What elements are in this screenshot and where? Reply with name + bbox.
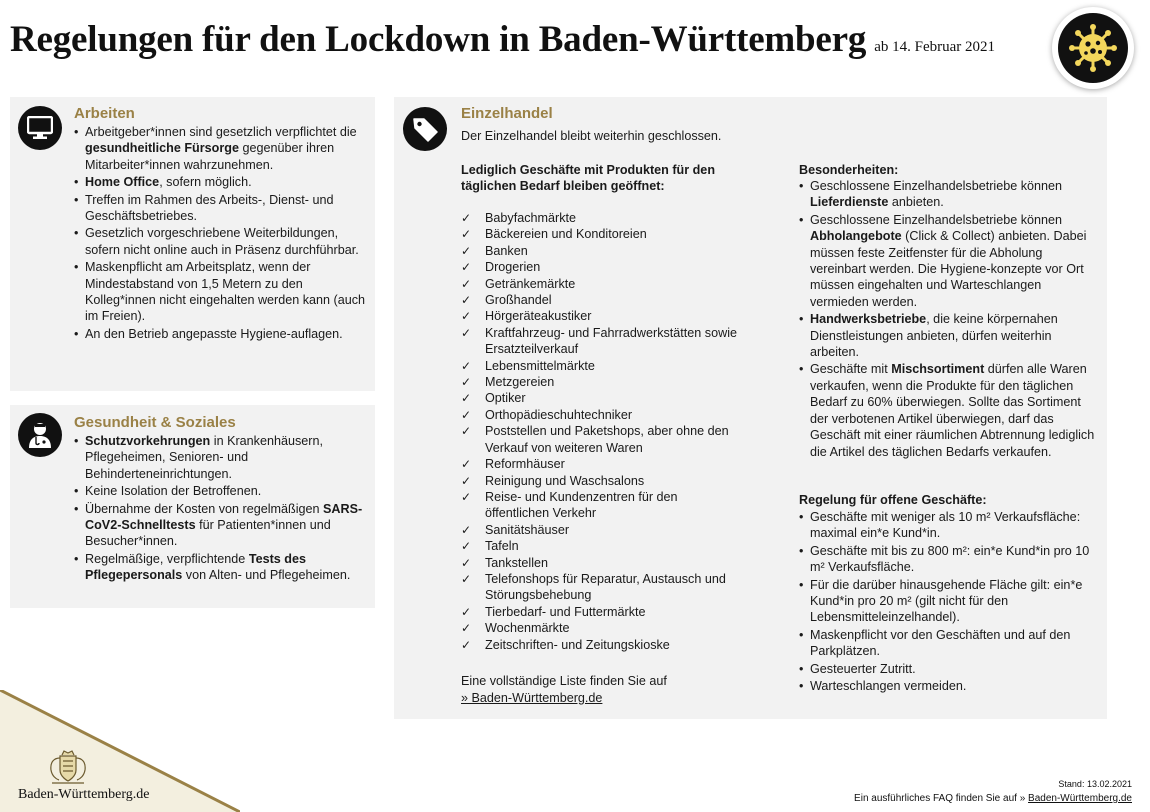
shop-type-label: Banken (485, 243, 528, 258)
shop-type-label: Tankstellen (485, 555, 549, 570)
shop-type-label: Drogerien (485, 260, 541, 275)
list-item (461, 390, 741, 406)
checkmark-icon: ✓ (461, 571, 472, 586)
list-item (461, 423, 741, 456)
coronavirus-icon (1058, 13, 1128, 83)
checkmark-icon: ✓ (461, 473, 472, 488)
list-item: • Gesetzlich vorgeschriebene Weiterbildungen, sofern nicht online auch in Präsenz durchführbar. (74, 225, 370, 258)
einzelhandel-intro: Der Einzelhandel bleibt weiterhin geschlossen. (461, 129, 722, 143)
page-subtitle: ab 14. Februar 2021 (874, 39, 995, 55)
shop-type-label: Reformhäuser (485, 457, 565, 472)
list-item (461, 620, 741, 636)
logo-badge (1052, 7, 1134, 89)
list-item: • Für die darüber hinausgehende Fläche gilt: ein*e Kund*in pro 20 m² (gilt nicht für den Lebensmitteleinzelhandel). (799, 577, 1099, 626)
checkmark-icon: ✓ (461, 260, 472, 275)
shop-type-label: Telefonshops für Reparatur, Austausch und Störungsbehebung (485, 571, 726, 603)
panel-arbeiten (10, 97, 375, 391)
list-item (461, 308, 741, 324)
list-item (461, 358, 741, 374)
checkmark-icon: ✓ (461, 293, 472, 308)
list-item: • An den Betrieb angepasste Hygiene-auflagen. (74, 326, 370, 342)
shop-type-label: Kraftfahrzeug- und Fahrradwerkstätten sowie Ersatzteilverkauf (485, 325, 737, 357)
list-item (461, 637, 741, 653)
price-tag-icon (403, 107, 447, 151)
shop-type-label: Großhandel (485, 293, 552, 308)
list-item (461, 407, 741, 423)
regelung-heading: Regelung für offene Geschäfte: (799, 493, 987, 507)
checkmark-icon: ✓ (461, 637, 472, 652)
shop-type-label: Lebensmittelmärkte (485, 358, 595, 373)
faq-line (854, 793, 1132, 804)
list-item (461, 604, 741, 620)
checkmark-icon: ✓ (461, 555, 472, 570)
list-item (461, 292, 741, 308)
checkmark-icon: ✓ (461, 243, 472, 258)
checkmark-icon: ✓ (461, 391, 472, 406)
checkmark-icon: ✓ (461, 325, 472, 340)
doctor-icon (18, 413, 62, 457)
list-item: • Geschäfte mit bis zu 800 m²: ein*e Kund*in pro 10 m² Verkaufsfläche. (799, 543, 1099, 576)
besonderheiten-list (799, 178, 1099, 461)
monitor-icon (18, 106, 62, 150)
panel-gesundheit (10, 405, 375, 608)
list-item: • Maskenpflicht am Arbeitsplatz, wenn der Mindestabstand von 1,5 Metern zu den Kolleg*innen nicht eingehalten werden kann (auch im Freien). (74, 259, 370, 325)
title-row (10, 18, 995, 61)
list-item: • Regelmäßige, verpflichtende Tests des Pflegepersonals von Alten- und Pflegeheimen. (74, 551, 364, 584)
shop-type-label: Zeitschriften- und Zeitungskioske (485, 637, 670, 652)
list-item (461, 259, 741, 275)
list-item (461, 489, 741, 522)
list-item (461, 226, 741, 242)
list-item (461, 374, 741, 390)
panel-heading-arbeiten: Arbeiten (74, 105, 135, 122)
list-item: • Geschlossene Einzelhandelsbetriebe können Abholangebote (Click & Collect) anbieten. Dabei müssen feste Zeitfenster für die Abholung vereinbart werden. Die Hygiene-konzepte vor Ort müssen eingehalten und Warteschlangen vermieden werden. (799, 212, 1099, 310)
shop-type-label: Metzgereien (485, 375, 555, 390)
open-shops-heading: Lediglich Geschäfte mit Produkten für den täglichen Bedarf bleiben geöffnet: (461, 163, 716, 194)
panel-heading-gesundheit: Gesundheit & Soziales (74, 414, 236, 431)
list-item: • Warteschlangen vermeiden. (799, 678, 1099, 694)
checkmark-icon: ✓ (461, 227, 472, 242)
list-item: • Übernahme der Kosten von regelmäßigen SARS-CoV2-Schnelltests für Patienten*innen und Besucher*innen. (74, 501, 364, 550)
faq-link[interactable]: Baden-Württemberg.de (1028, 793, 1132, 804)
regelung-list (799, 509, 1099, 695)
checkmark-icon: ✓ (461, 539, 472, 554)
arbeiten-list (74, 124, 370, 343)
list-item: • Geschlossene Einzelhandelsbetriebe können Lieferdienste anbieten. (799, 178, 1099, 211)
list-item (461, 522, 741, 538)
list-item (461, 276, 741, 292)
brand-name: Baden-Württemberg.de (18, 787, 150, 802)
list-item (461, 325, 741, 358)
list-item: • Geschäfte mit Mischsortiment dürfen alle Waren verkaufen, wenn die Produkte für den täglichen Bedarf zu 60% überwiegen. Sollte das Sortiment der verbotenen Artikel überwiegen, darf das Geschäft mit einer räumlichen Abtrennung lediglich die Artikel des täglichen Bedarfs verkaufen. (799, 361, 1099, 459)
more-info-text: Eine vollständige Liste finden Sie auf (461, 674, 667, 688)
checkmark-icon: ✓ (461, 407, 472, 422)
shop-type-label: Getränkemärkte (485, 276, 576, 291)
list-item (461, 210, 741, 226)
list-item: • Home Office, sofern möglich. (74, 174, 370, 190)
shop-type-label: Tafeln (485, 539, 519, 554)
list-item: • Geschäfte mit weniger als 10 m² Verkaufsfläche: maximal ein*e Kund*in. (799, 509, 1099, 542)
gesundheit-list (74, 433, 364, 585)
faq-text: Ein ausführliches FAQ finden Sie auf » (854, 793, 1026, 804)
shop-type-label: Wochenmärkte (485, 621, 570, 636)
shop-type-label: Reise- und Kundenzentren für den öffentlichen Verkehr (485, 489, 678, 521)
shop-type-label: Optiker (485, 391, 526, 406)
list-item (461, 538, 741, 554)
shop-type-label: Orthopädieschuhtechniker (485, 407, 633, 422)
checkmark-icon: ✓ (461, 457, 472, 472)
coat-of-arms-icon (46, 750, 90, 786)
shop-type-label: Sanitätshäuser (485, 522, 570, 537)
checkmark-icon: ✓ (461, 375, 472, 390)
list-item (461, 555, 741, 571)
list-item: • Gesteuerter Zutritt. (799, 661, 1099, 677)
checkmark-icon: ✓ (461, 211, 472, 225)
list-item: • Keine Isolation der Betroffenen. (74, 483, 364, 499)
shop-type-label: Reinigung und Waschsalons (485, 473, 645, 488)
checkmark-icon: ✓ (461, 358, 472, 373)
checkmark-icon: ✓ (461, 309, 472, 324)
list-item (461, 571, 741, 604)
panel-heading-einzelhandel: Einzelhandel (461, 105, 553, 122)
page-title: Regelungen für den Lockdown in Baden-Württemberg (10, 19, 867, 60)
checkmark-icon: ✓ (461, 489, 472, 504)
list-item: • Arbeitgeber*innen sind gesetzlich verpflichtet die gesundheitliche Fürsorge gegenüber ihren Mitarbeiter*innen wahrzunehmen. (74, 124, 370, 173)
shop-type-label: Bäckereien und Konditoreien (485, 227, 647, 242)
list-item (461, 456, 741, 472)
stand-date: Stand: 13.02.2021 (1058, 779, 1132, 789)
shop-type-label: Poststellen und Paketshops, aber ohne den Verkauf von weiteren Waren (485, 424, 729, 455)
checkmark-icon: ✓ (461, 621, 472, 636)
list-item: • Schutzvorkehrungen in Krankenhäusern, Pflegeheimen, Senioren- und Behinderteneinrichtungen. (74, 433, 364, 482)
checkmark-icon: ✓ (461, 276, 472, 291)
besonderheiten-heading: Besonderheiten: (799, 163, 899, 177)
list-item (461, 243, 741, 259)
list-item: • Handwerksbetriebe, die keine körpernahen Dienstleistungen anbieten, dürfen weiterhin arbeiten. (799, 311, 1099, 360)
shop-type-label: Tierbedarf- und Futtermärkte (485, 604, 646, 619)
shop-type-label: Babyfachmärkte (485, 211, 576, 225)
panel-einzelhandel (394, 97, 1107, 719)
shop-type-label: Hörgeräteakustiker (485, 309, 592, 324)
checkmark-icon: ✓ (461, 604, 472, 619)
list-item: • Maskenpflicht vor den Geschäften und auf den Parkplätzen. (799, 627, 1099, 660)
checkmark-icon: ✓ (461, 424, 472, 439)
list-item (461, 473, 741, 489)
checkmark-icon: ✓ (461, 522, 472, 537)
open-shops-list (461, 210, 741, 653)
list-item: • Treffen im Rahmen des Arbeits-, Dienst- und Geschäftsbetriebes. (74, 192, 370, 225)
more-info-link[interactable]: » Baden-Württemberg.de (461, 691, 603, 705)
